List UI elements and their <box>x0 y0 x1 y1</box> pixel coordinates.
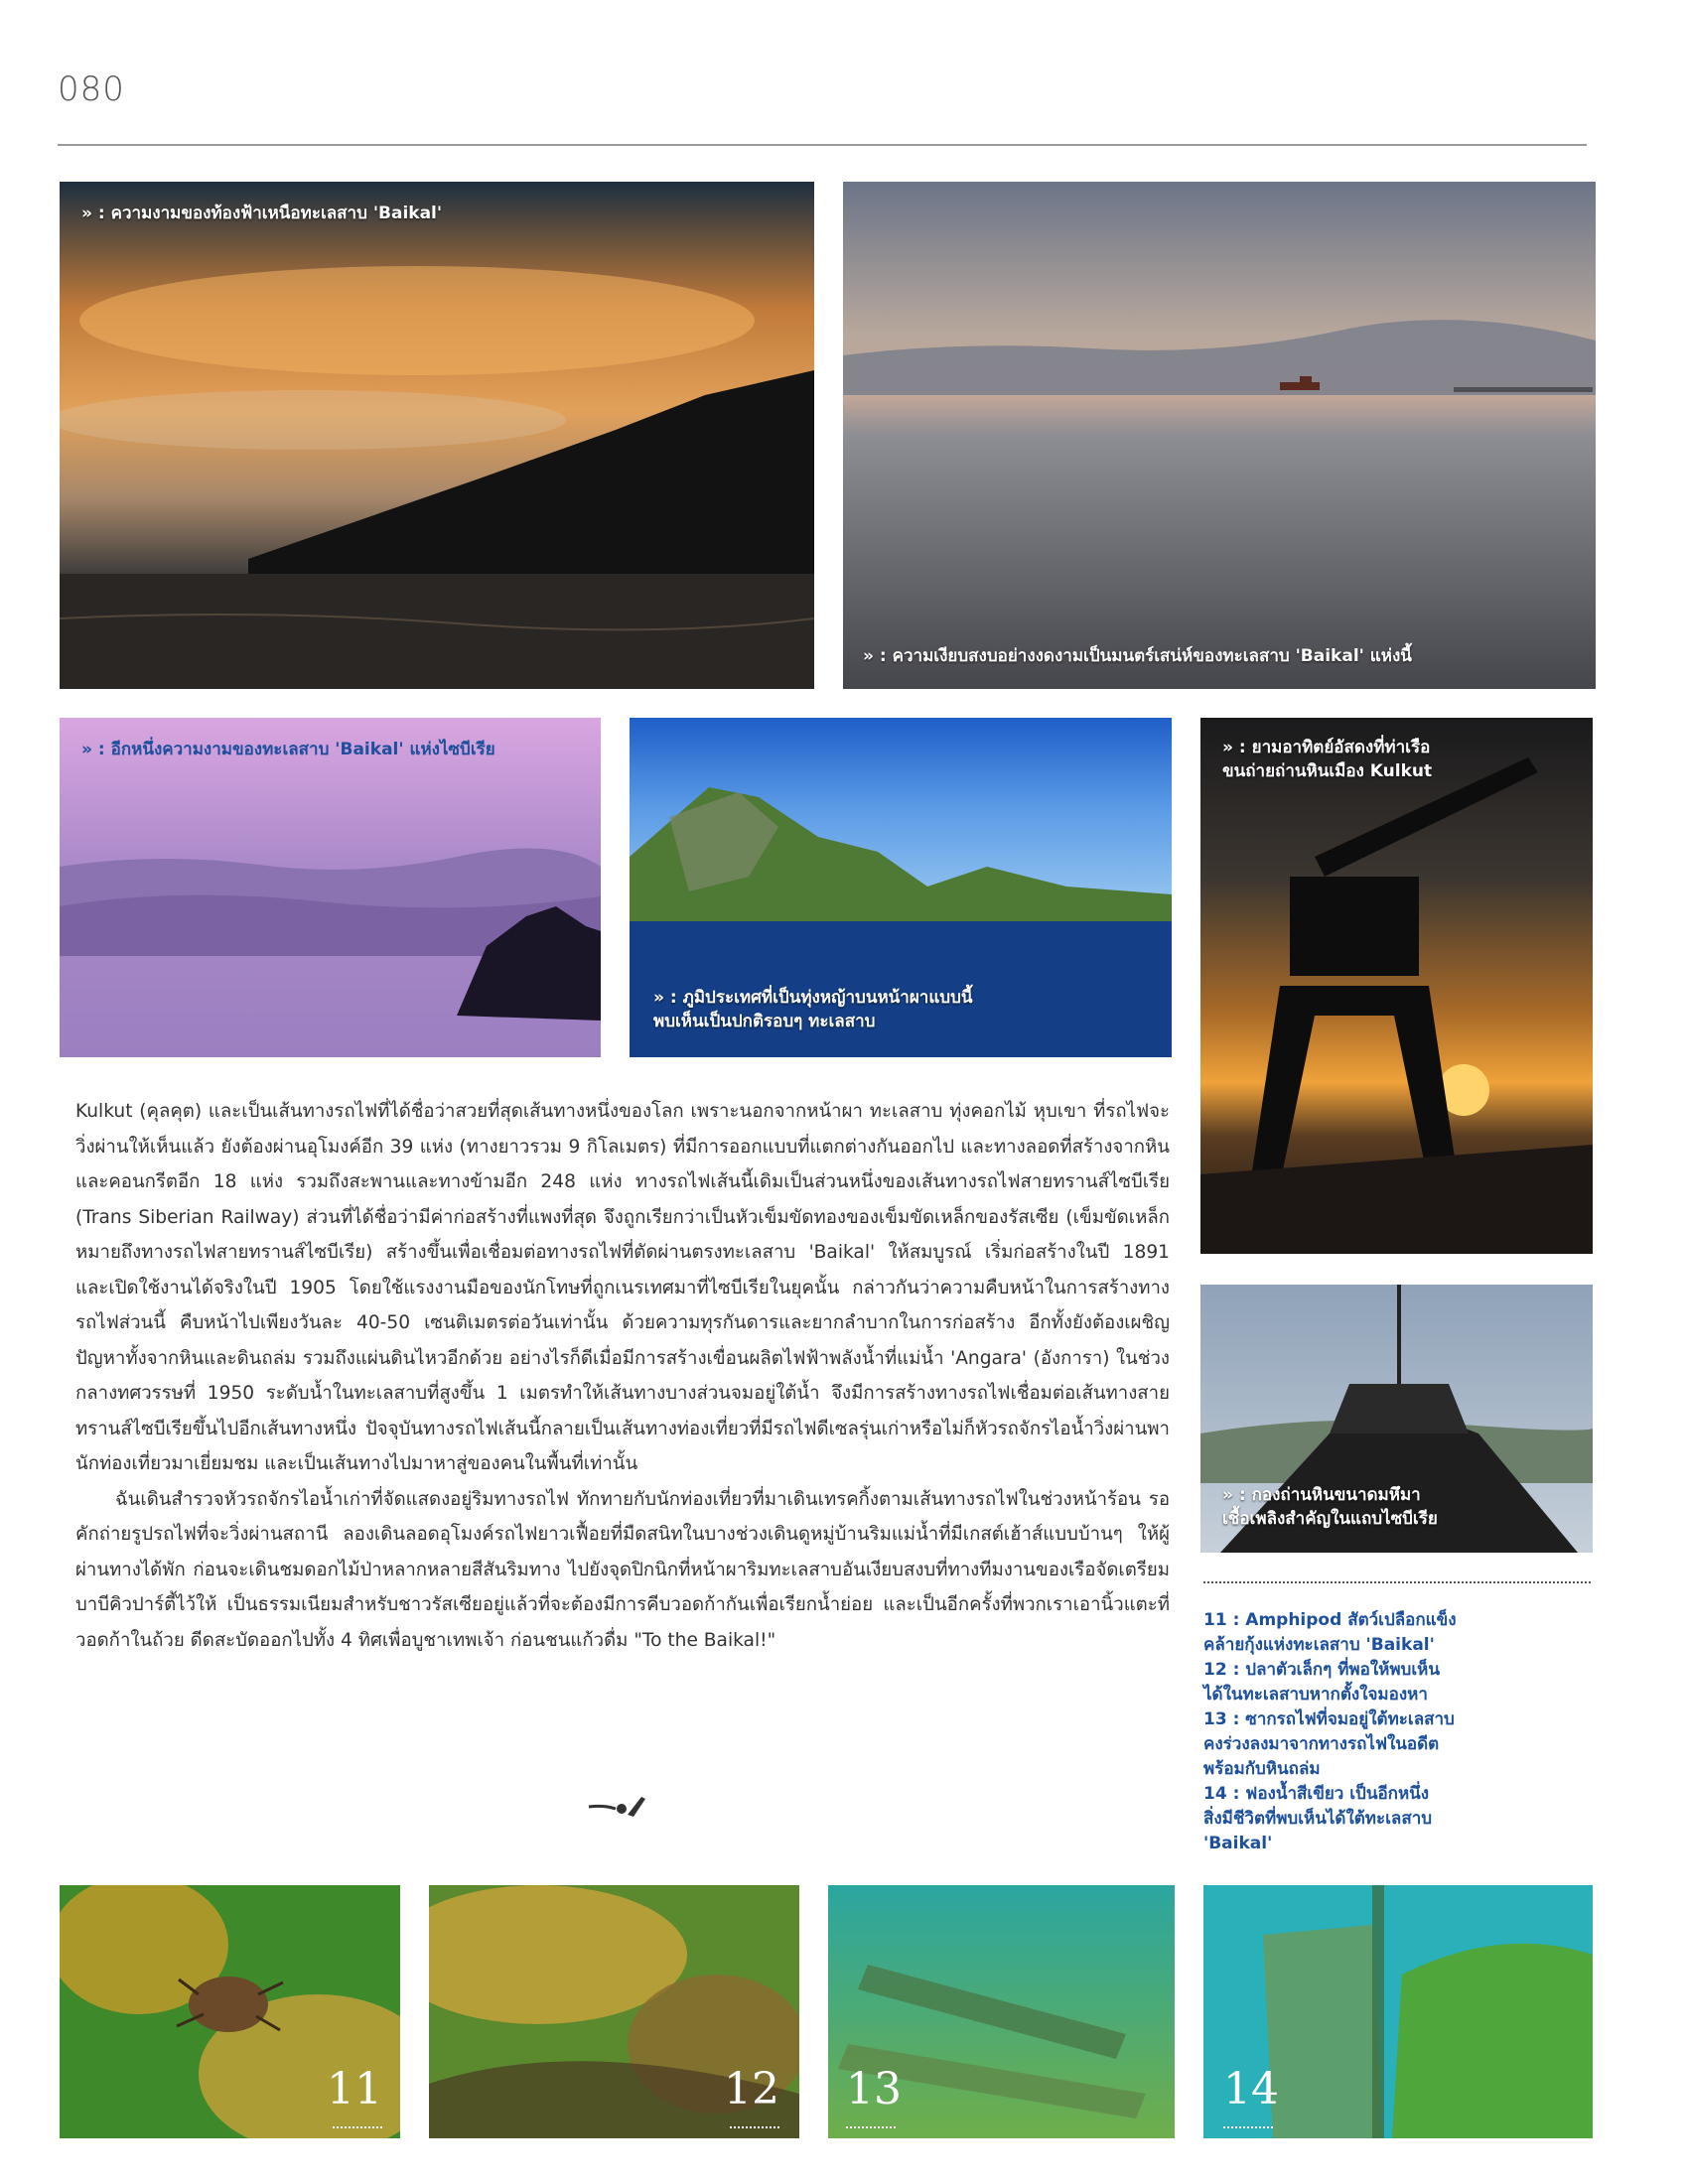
legend-13-line-3: พร้อมกับหินถล่ม <box>1203 1759 1321 1779</box>
photo-meadow-cliffs <box>630 718 1172 1057</box>
photo-number-14-underline <box>1223 2126 1273 2128</box>
caption-meadow-line-1: » : ภูมิประเทศที่เป็นทุ่งหญ้าบนหน้าผาแบบนี้ <box>653 988 973 1008</box>
legend-divider <box>1203 1581 1591 1583</box>
legend-12-line-1: 12 : ปลาตัวเล็กๆ ที่พอให้พบเห็น <box>1203 1660 1440 1680</box>
photo-underwater-11 <box>60 1885 400 2138</box>
legend-13-line-1: 13 : ซากรถไฟที่จมอยู่ใต้ทะเลสาบ <box>1203 1709 1455 1729</box>
photo-number-11: 11 <box>327 2064 382 2115</box>
legend-14-line-3: 'Baikal' <box>1203 1834 1273 1853</box>
photo-underwater-14 <box>1203 1885 1593 2138</box>
sky-photo-art <box>60 182 814 689</box>
header-rule <box>58 144 1587 146</box>
photo-number-14: 14 <box>1223 2064 1279 2115</box>
caption-meadow-line-2: พบเห็นเป็นปกติรอบๆ ทะเลสาบ <box>653 1012 876 1031</box>
caption-crane-line-2: ขนถ่ายถ่านหินเมือง Kulkut <box>1222 761 1433 781</box>
page-number: 080 <box>58 69 125 109</box>
caption-crane-line-1: » : ยามอาทิตย์อัสดงที่ท่าเรือ <box>1222 738 1431 757</box>
photo-number-12-underline <box>730 2126 779 2128</box>
article-body <box>75 1094 1170 1658</box>
end-ornament-icon <box>584 1787 663 1827</box>
photo-coal-pile <box>1200 1285 1593 1553</box>
photo-number-13-underline <box>846 2126 896 2128</box>
photo-crane-sunset <box>1200 718 1593 1254</box>
legend-14-line-1: 14 : ฟองน้ำสีเขียว เป็นอีกหนึ่ง <box>1203 1784 1430 1804</box>
photo-number-13: 13 <box>846 2064 902 2115</box>
article-paragraph-2: ฉันเดินสำรวจหัวรถจักรไอน้ำเก่าที่จัดแสดงอยู่ริมทางรถไฟ ทักทายกับนักท่องเที่ยวที่มาเดินเทรคกิ้งตามเส้นทางรถไฟในช่วงหน้าร้อน รอคักถ่ายรูปรถไฟที่จะวิ่งผ่านสถานี ลองเดินลอดอุโมงค์รถไฟยาวเฟื้อยที่มืดสนิทในบางช่วงเดินดูหมู่บ้านริมแม่น้ำที่มีเกสต์เฮ้าส์แบบบ้านๆ ให้ผู้ผ่านทางได้พัก ก่อนจะเดินชมดอกไม้ป่าหลากหลายสีสันริมทาง ไปยังจุดปิกนิกที่หน้าผาริมทะเลสาบอันเงียบสงบที่ทางทีมงานของเรือจัดเตรียมบาบีคิวปาร์ตี้ไว้ให้ เป็นธรรมเนียมสำหรับชาวรัสเซียอยู่แล้วที่จะต้องมีการคีบวอดก้ากันเพื่อเรียกน้ำย่อย และเป็นอีกครั้งที่พวกเราเอานิ้วแตะที่วอดก้าในถ้วย ดีดสะบัดออกไปทั้ง 4 ทิศเพื่อบูชาเทพเจ้า ก่อนชนแก้วดื่ม "To the Baikal!" <box>75 1488 1170 1651</box>
article-paragraph-1: Kulkut (คุลคุต) และเป็นเส้นทางรถไฟที่ได้ชื่อว่าสวยที่สุดเส้นทางหนึ่งของโลก เพราะนอกจากหน้าผา ทะเลสาบ ทุ่งคอกไม้ หุบเขา ที่รถไฟจะวิ่งผ่านให้เห็นแล้ว ยังต้องผ่านอุโมงค์อีก 39 แห่ง (ทางยาวรวม 9 กิโลเมตร) ที่มีการออกแบบที่แตกต่างกันออกไป และทางลอดที่สร้างจากหินและคอนกรีตอีก 18 แห่ง รวมถึงสะพานและทางข้ามอีก 248 แห่ง ทางรถไฟเส้นนี้เดิมเป็นส่วนหนึ่งของเส้นทางรถไฟสายทรานส์ไซบีเรีย (Trans Siberian Railway) ส่วนที่ได้ชื่อว่ามีค่าก่อสร้างที่แพงที่สุด จึงถูกเรียกว่าเป็นหัวเข็มขัดทองของเข็มขัดเหล็กของรัสเซีย (เข็มขัดเหล็กหมายถึงทางรถไฟสายทรานส์ไซบีเรีย) สร้างขึ้นเพื่อเชื่อมต่อทางรถไฟที่ตัดผ่านตรงทะเลสาบ 'Baikal' ให้สมบูรณ์ เริ่มก่อสร้างในปี 1891 และเปิดใช้งานได้จริงในปี 1905 โดยใช้แรงงานมือของนักโทษที่ถูกเนรเทศมาที่ไซบีเรียในยุคนั้น กล่าวกันว่าความคืบหน้าในการสร้างทางรถไฟส่วนนี้ คืบหน้าไปเพียงวันละ 40-50 เซนติเมตรต่อวันเท่านั้น ด้วยความทุรกันดารและยากลำบากในการก่อสร้าง อีกทั้งยังต้องเผชิญปัญหาทั้งจากหินและดินถล่ม รวมถึงแผ่นดินไหวอีกด้วย อย่างไรก็ดีเมื่อมีการสร้างเขื่อนผลิตไฟฟ้าพลังน้ำที่แม่น้ำ 'Angara' (อังการา) ในช่วงกลางทศวรรษที่ 1950 ระดับน้ำในทะเลสาบที่สูงขึ้น 1 เมตรทำให้เส้นทางบางส่วนจมอยู่ใต้น้ำ จึงมีการสร้างทางรถไฟเชื่อมต่อเส้นทางสายทรานส์ไซบีเรียขึ้นไปอีกเส้นทางหนึ่ง ปัจจุบันทางรถไฟเส้นนี้กลายเป็นเส้นทางท่องเที่ยวที่มีรถไฟดีเซลรุ่นเก่าหรือไม่ก็หัวรถจักรไอน้ำวิ่งผ่านพานักท่องเที่ยวมาเยี่ยมชม และเป็นเส้นทางไปมาหาสู่ของคนในพื้นที่เท่านั้น <box>75 1101 1170 1474</box>
photo-underwater-12 <box>429 1885 799 2138</box>
caption-crane <box>1222 736 1432 783</box>
legend-13-line-2: คงร่วงลงมาจากทางรถไฟในอดีต <box>1203 1734 1440 1754</box>
photo-number-12: 12 <box>724 2064 779 2115</box>
caption-coal <box>1222 1483 1438 1531</box>
caption-coal-line-2: เชื้อเพลิงสำคัญในแถบไซบีเรีย <box>1222 1509 1438 1529</box>
caption-meadow <box>653 986 973 1033</box>
photo-underwater-13 <box>828 1885 1175 2138</box>
legend-12-line-2: ได้ในทะเลสาบหากตั้งใจมองหา <box>1203 1685 1428 1705</box>
caption-coal-line-1: » : กองถ่านหินขนาดมหึมา <box>1222 1485 1421 1505</box>
caption-purple: » : อีกหนึ่งความงามของทะเลสาบ 'Baikal' แห่งไซบีเรีย <box>81 740 495 759</box>
calm-lake-art <box>843 182 1596 689</box>
caption-sky: » : ความงามของท้องฟ้าเหนือทะเลสาบ 'Baikal' <box>81 204 443 223</box>
photo-purple-dusk <box>60 718 601 1057</box>
crane-sunset-art <box>1200 718 1593 1254</box>
photo-calm-lake <box>843 182 1596 689</box>
caption-calm: » : ความเงียบสงบอย่างงดงามเป็นมนตร์เสน่ห์ของทะเลสาบ 'Baikal' แห่งนี้ <box>863 646 1412 666</box>
legend-14-line-2: สิ่งมีชีวิตที่พบเห็นได้ใต้ทะเลสาบ <box>1203 1809 1433 1829</box>
photo-number-11-underline <box>333 2126 382 2128</box>
legend-11-line-2: คล้ายกุ้งแห่งทะเลสาบ 'Baikal' <box>1203 1635 1435 1655</box>
photo-sky-over-baikal <box>60 182 814 689</box>
underwater-legend <box>1203 1608 1601 1856</box>
legend-11-line-1: 11 : Amphipod สัตว์เปลือกแข็ง <box>1203 1610 1457 1630</box>
purple-dusk-art <box>60 718 601 1057</box>
